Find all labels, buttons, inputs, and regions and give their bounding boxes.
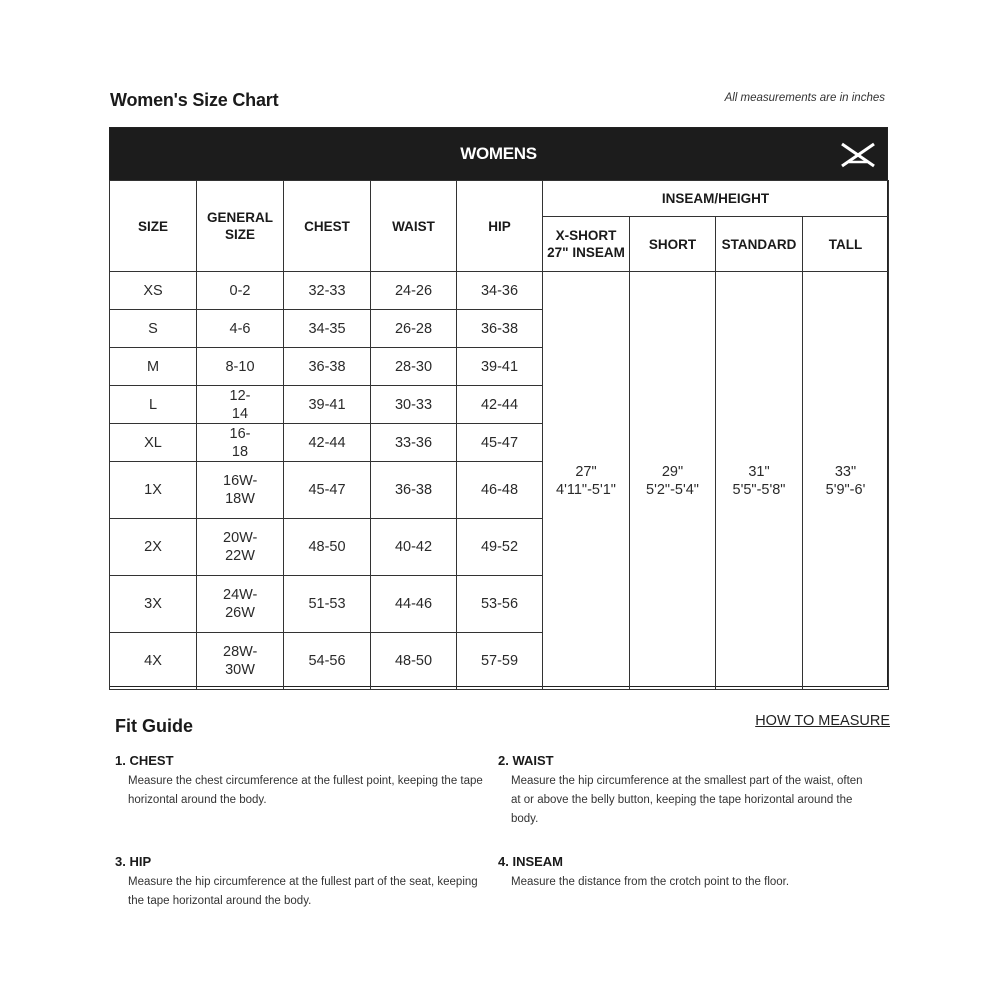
cell-hip: 49-52 — [457, 519, 543, 576]
height-range: 5'5"-5'8" — [732, 481, 786, 498]
fit-item-heading: 2. WAIST — [498, 753, 554, 768]
fit-item-waist — [498, 753, 868, 829]
fit-item-text: Measure the hip circumference at the fullest part of the seat, keeping the tape horizontal around the body. — [128, 876, 478, 907]
fit-item-heading: 1. CHEST — [115, 753, 174, 768]
cell-waist: 33-36 — [371, 424, 457, 462]
cell-size: 1X — [110, 462, 197, 519]
size-table — [109, 180, 889, 690]
cell-chest: 39-41 — [284, 386, 371, 424]
cell-general-size: 12-14 — [197, 386, 284, 424]
fit-guide-title: Fit Guide — [115, 716, 193, 736]
cell-chest: 51-53 — [284, 576, 371, 633]
cell-general-size: 8-10 — [197, 348, 284, 386]
header-inseam-height: INSEAM/HEIGHT — [543, 181, 889, 217]
fit-item-text: Measure the chest circumference at the fullest point, keeping the tape horizontal around the body. — [128, 775, 483, 806]
cell-chest: 42-44 — [284, 424, 371, 462]
cell-general-size: 20W-22W — [197, 519, 284, 576]
cell-general-size: 16-18 — [197, 424, 284, 462]
cell-waist: 36-38 — [371, 462, 457, 519]
banner-title: WOMENS — [460, 144, 537, 163]
cell-chest: 32-33 — [284, 272, 371, 310]
how-to-measure-link[interactable]: HOW TO MEASURE — [755, 713, 890, 729]
fit-item-text: Measure the hip circumference at the smallest part of the waist, often at or above the belly button, keeping the tape horizontal around the body. — [511, 775, 863, 825]
cell-hip: 42-44 — [457, 386, 543, 424]
cell-chest: 45-47 — [284, 462, 371, 519]
cell-waist: 24-26 — [371, 272, 457, 310]
height-range: 5'9"-6' — [825, 481, 866, 498]
height-range: 5'2"-5'4" — [646, 481, 699, 498]
header-tall: TALL — [803, 217, 889, 272]
cell-waist: 40-42 — [371, 519, 457, 576]
cell-hip: 36-38 — [457, 310, 543, 348]
inseam-value: 29" — [661, 463, 684, 480]
cell-inseam-height — [716, 272, 803, 690]
header-general-size: GENERAL SIZE — [197, 181, 284, 272]
cell-chest: 36-38 — [284, 348, 371, 386]
page-title: Women's Size Chart — [110, 90, 279, 110]
inseam-value: 31" — [748, 463, 770, 480]
cell-waist: 30-33 — [371, 386, 457, 424]
cell-size: 2X — [110, 519, 197, 576]
cell-hip: 57-59 — [457, 633, 543, 690]
cell-chest: 48-50 — [284, 519, 371, 576]
header-size: SIZE — [110, 181, 197, 272]
fit-item-heading: 4. INSEAM — [498, 854, 564, 869]
fit-item-text: Measure the distance from the crotch point to the floor. — [511, 876, 790, 888]
inseam-value: 27" — [575, 463, 597, 480]
cell-waist: 28-30 — [371, 348, 457, 386]
header-standard: STANDARD — [716, 217, 803, 272]
table-row — [110, 272, 889, 310]
fit-item-chest — [115, 753, 495, 810]
cell-size: 3X — [110, 576, 197, 633]
inseam-value: 33" — [834, 463, 857, 480]
height-range: 4'11"-5'1" — [556, 481, 616, 498]
cell-inseam-height — [630, 272, 716, 690]
cell-waist: 48-50 — [371, 633, 457, 690]
chart-banner — [110, 128, 887, 181]
header-waist: WAIST — [371, 181, 457, 272]
fit-item-hip — [115, 854, 495, 911]
cell-general-size: 0-2 — [197, 272, 284, 310]
header-short: SHORT — [630, 217, 716, 272]
cell-size: L — [110, 386, 197, 424]
header-chest: CHEST — [284, 181, 371, 272]
fit-item-heading: 3. HIP — [115, 854, 152, 869]
cell-size: XL — [110, 424, 197, 462]
fit-item-inseam — [498, 854, 868, 892]
cell-general-size: 16W-18W — [197, 462, 284, 519]
cell-hip: 53-56 — [457, 576, 543, 633]
cell-hip: 34-36 — [457, 272, 543, 310]
cell-size: S — [110, 310, 197, 348]
cell-size: 4X — [110, 633, 197, 690]
cell-hip: 45-47 — [457, 424, 543, 462]
x-brand-logo-icon — [839, 140, 877, 170]
cell-chest: 34-35 — [284, 310, 371, 348]
cell-hip: 46-48 — [457, 462, 543, 519]
cell-inseam-height — [803, 272, 889, 690]
cell-general-size: 28W-30W — [197, 633, 284, 690]
header-x-short: X-SHORT 27" INSEAM — [543, 217, 630, 272]
cell-general-size: 4-6 — [197, 310, 284, 348]
cell-general-size: 24W-26W — [197, 576, 284, 633]
size-chart — [109, 127, 888, 687]
cell-inseam-height — [543, 272, 630, 690]
cell-hip: 39-41 — [457, 348, 543, 386]
cell-waist: 44-46 — [371, 576, 457, 633]
measurement-note: All measurements are in inches — [724, 92, 885, 104]
cell-size: M — [110, 348, 197, 386]
cell-waist: 26-28 — [371, 310, 457, 348]
header-hip: HIP — [457, 181, 543, 272]
cell-chest: 54-56 — [284, 633, 371, 690]
cell-size: XS — [110, 272, 197, 310]
